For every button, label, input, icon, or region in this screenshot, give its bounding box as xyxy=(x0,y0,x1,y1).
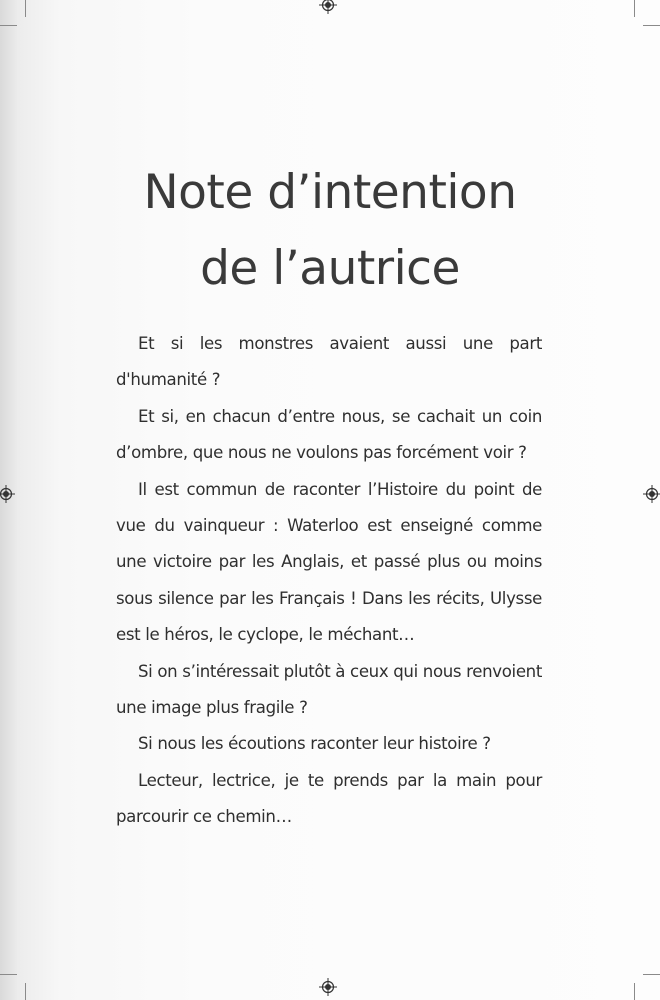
crop-mark-bottom-left-vertical xyxy=(25,983,26,1000)
crop-mark-bottom-left-horizontal xyxy=(0,974,17,975)
paragraph: Il est commun de raconter l’Histoire du point de vue du vainqueur : Waterloo est enseigné comme une victoire par les Anglais, et passé plus ou moins sous silence par les Français ! Dans les récits, Ulysse est le héros, le cyclope, le méchant… xyxy=(116,479,542,645)
paragraph: Et si, en chacun d’entre nous, se cachait un coin d’ombre, que nous ne voulons pas forcément voir ? xyxy=(116,406,542,463)
page-title xyxy=(0,155,660,307)
title-line-1: Note d’intention xyxy=(143,165,517,220)
paragraph: Si on s’intéressait plutôt à ceux qui nous renvoient une image plus fragile ? xyxy=(116,661,542,718)
crop-mark-top-left-horizontal xyxy=(0,25,17,26)
title-line-2: de l’autrice xyxy=(200,241,460,296)
crop-mark-top-left-vertical xyxy=(25,0,26,17)
paragraph: Et si les monstres avaient aussi une part d'humanité ? xyxy=(116,334,542,390)
crop-mark-top-right-horizontal xyxy=(643,25,660,26)
crop-mark-top-right-vertical xyxy=(634,0,635,17)
registration-mark-top-icon xyxy=(319,0,337,14)
crop-mark-bottom-right-vertical xyxy=(634,983,635,1000)
paragraph: Lecteur, lectrice, je te prends par la main pour parcourir ce chemin… xyxy=(116,770,542,827)
body-text xyxy=(116,326,542,836)
crop-mark-bottom-right-horizontal xyxy=(643,974,660,975)
registration-mark-right-icon xyxy=(643,485,660,503)
paragraph: Si nous les écoutions raconter leur histoire ? xyxy=(138,734,491,754)
registration-mark-bottom-icon xyxy=(319,978,337,996)
registration-mark-left-icon xyxy=(0,485,15,503)
